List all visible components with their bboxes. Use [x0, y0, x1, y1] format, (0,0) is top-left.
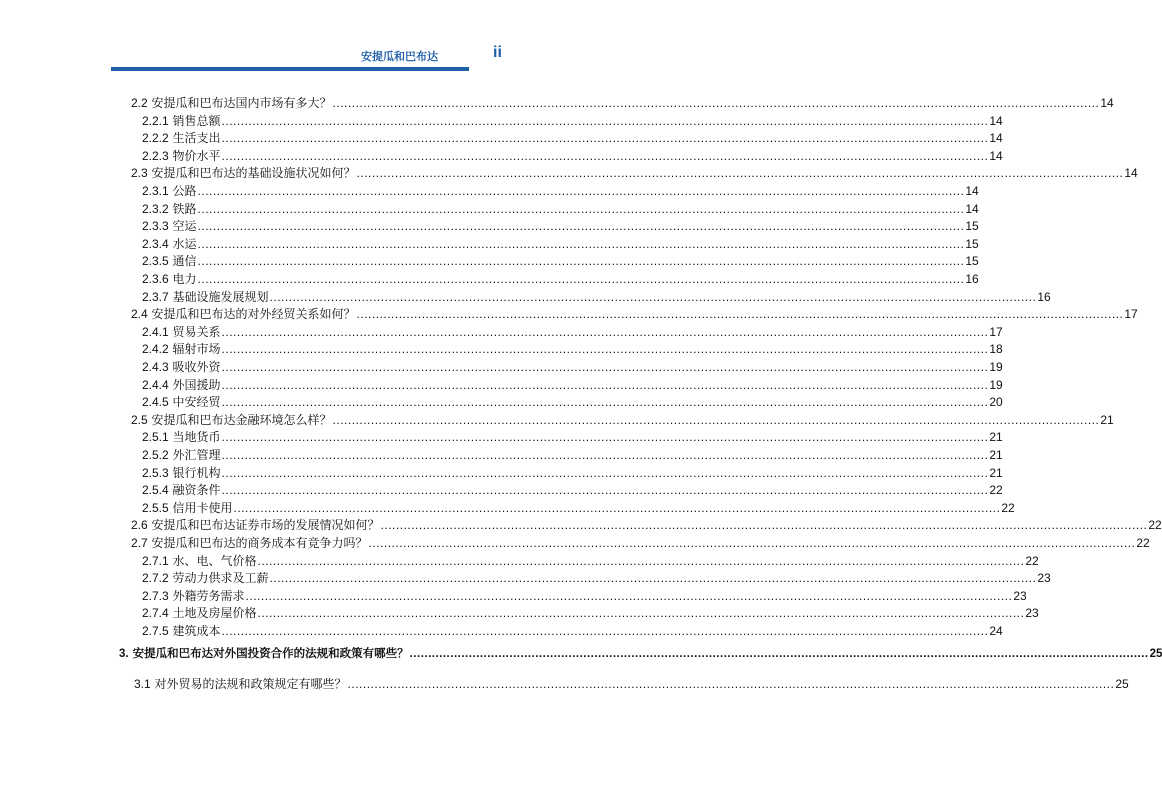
toc-entry-number: 2.4.1	[142, 324, 169, 339]
toc-entry-number: 3.	[119, 648, 129, 660]
toc-entry[interactable]	[142, 288, 1051, 305]
toc-entry-title: 电力	[172, 272, 197, 286]
toc-entry-page: 16	[965, 272, 979, 286]
toc-entry-label	[131, 413, 332, 428]
toc-entry-page: 23	[1025, 606, 1039, 621]
toc-leader-dots: ........................................................................................................................................................................................................	[368, 536, 1136, 550]
toc-entry-number: 2.3.3	[142, 219, 169, 234]
toc-entry-number: 2.4	[131, 307, 148, 322]
toc-entry-label	[131, 307, 356, 322]
toc-entry-title: 销售总额	[172, 113, 221, 128]
toc-entry-page: 14	[989, 131, 1003, 146]
toc-entry-page: 18	[989, 342, 1003, 357]
toc-entry-page: 14	[1124, 166, 1138, 181]
toc-entry-label	[134, 677, 347, 692]
toc-entry-page: 22	[1001, 500, 1015, 515]
toc-entry[interactable]	[142, 217, 979, 234]
toc-entry[interactable]	[142, 340, 1003, 357]
toc-entry-label	[131, 96, 332, 111]
toc-leader-dots: ........................................................................................................................................................................................................	[356, 166, 1124, 181]
toc-entry-number: 2.5.4	[142, 483, 169, 498]
toc-entry-number: 2.4.3	[142, 360, 169, 374]
toc-leader-dots: ........................................................................................................................................................................................................	[221, 377, 989, 392]
toc-entry-number: 2.3.6	[142, 272, 169, 286]
toc-entry-label	[142, 589, 245, 604]
toc-entry-number: 2.2.1	[142, 113, 169, 128]
toc-entry-label	[142, 254, 197, 269]
toc-entry-label	[131, 536, 368, 551]
toc-entry-label	[142, 237, 197, 252]
toc-entry-number: 2.3.5	[142, 254, 169, 269]
toc-entry-page: 22	[1136, 536, 1150, 550]
toc-entry-number: 2.4.2	[142, 342, 169, 357]
toc-entry-label	[142, 149, 221, 164]
toc-entry-page: 14	[1100, 96, 1114, 110]
toc-entry-title: 安提瓜和巴布达证券市场的发展情况如何？	[151, 518, 380, 533]
toc-entry-number: 2.5.3	[142, 465, 169, 480]
toc-entry-title: 外汇管理	[172, 448, 221, 462]
toc-entry-title: 公路	[172, 184, 197, 198]
toc-entry-page: 24	[989, 624, 1003, 638]
toc-leader-dots: ........................................................................................................................................................................................................	[221, 395, 989, 410]
toc-entry-page: 21	[989, 448, 1003, 462]
toc-entry[interactable]	[142, 235, 979, 252]
toc-entry-number: 2.4.4	[142, 377, 169, 392]
toc-entry-number: 2.3.2	[142, 201, 169, 216]
toc-entry-number: 2.3.7	[142, 289, 169, 304]
toc-entry-page: 14	[989, 148, 1003, 163]
toc-leader-dots: ........................................................................................................................................................................................................	[221, 448, 989, 462]
toc-leader-dots: ........................................................................................................................................................................................................	[269, 289, 1037, 304]
toc-entry[interactable]	[142, 112, 1003, 129]
toc-entry-label	[142, 342, 221, 357]
toc-entry-label	[142, 430, 221, 445]
toc-entry-label	[142, 378, 221, 393]
toc-entry[interactable]	[142, 252, 979, 269]
toc-entry-page: 22	[1148, 518, 1162, 533]
toc-entry[interactable]	[131, 516, 1162, 533]
toc-entry-label	[142, 184, 197, 199]
toc-entry[interactable]	[142, 428, 1003, 445]
toc-entry[interactable]	[142, 446, 1003, 463]
toc-entry-label	[142, 131, 221, 146]
toc-entry-title: 辐射市场	[172, 342, 221, 357]
toc-entry-title: 中安经贸	[172, 395, 221, 410]
toc-entry-title: 基础设施发展规划	[172, 289, 269, 304]
toc-entry-label	[142, 554, 257, 569]
toc-entry-title: 融资条件	[172, 483, 221, 498]
toc-entry-page: 15	[965, 236, 979, 251]
toc-entry-title: 外国援助	[172, 377, 221, 392]
toc-leader-dots: ........................................................................................................................................................................................................	[221, 148, 989, 163]
toc-leader-dots: ........................................................................................................................................................................................................	[221, 430, 989, 445]
toc-leader-dots: ........................................................................................................................................................................................................	[221, 360, 989, 374]
toc-leader-dots: ........................................................................................................................................................................................................	[409, 648, 1149, 660]
toc-entry[interactable]	[142, 393, 1003, 410]
toc-leader-dots: ........................................................................................................................................................................................................	[197, 219, 965, 234]
toc-entry-label	[142, 360, 221, 375]
toc-entry-label	[142, 501, 233, 516]
toc-entry-title: 安提瓜和巴布达对外国投资合作的法规和政策有哪些？	[132, 646, 409, 660]
toc-leader-dots: ........................................................................................................................................................................................................	[197, 254, 965, 269]
toc-entry-page: 15	[965, 219, 979, 234]
toc-entry-page: 19	[989, 360, 1003, 374]
toc-entry-number: 2.6	[131, 518, 148, 533]
toc-entry-label	[142, 448, 221, 463]
toc-entry[interactable]	[142, 499, 1015, 516]
toc-entry-number: 2.3.1	[142, 184, 169, 198]
toc-entry-label	[142, 114, 221, 129]
toc-entry-page: 21	[989, 430, 1003, 445]
toc-entry-page: 14	[965, 201, 979, 216]
toc-entry[interactable]	[142, 481, 1003, 498]
toc-entry-title: 安提瓜和巴布达的基础设施状况如何？	[151, 166, 356, 181]
toc-entry-title: 建筑成本	[172, 624, 221, 638]
toc-leader-dots: ........................................................................................................................................................................................................	[257, 606, 1025, 621]
toc-leader-dots: ........................................................................................................................................................................................................	[197, 184, 965, 198]
toc-entry-number: 3.1	[134, 677, 151, 691]
toc-entry-page: 17	[989, 324, 1003, 339]
toc-entry-title: 安提瓜和巴布达的对外经贸关系如何？	[151, 307, 356, 322]
toc-entry[interactable]	[142, 604, 1039, 621]
toc-entry-number: 2.7.4	[142, 606, 169, 621]
toc-entry-page: 25	[1149, 648, 1162, 660]
toc-entry-number: 2.2.2	[142, 131, 169, 146]
toc-entry-title: 当地货币	[172, 430, 221, 445]
toc-entry-number: 2.7.2	[142, 571, 169, 586]
toc-entry[interactable]	[142, 622, 1003, 639]
toc-entry-number: 2.4.5	[142, 395, 169, 410]
toc-entry[interactable]	[142, 464, 1003, 481]
toc-entry[interactable]	[142, 323, 1003, 340]
page-number: ii	[493, 44, 502, 61]
toc-entry-label	[131, 518, 380, 533]
toc-entry[interactable]	[142, 587, 1027, 604]
toc-entry[interactable]	[142, 552, 1039, 569]
toc-entry-title: 银行机构	[172, 465, 221, 480]
toc-entry-number: 2.3.4	[142, 236, 169, 251]
toc-entry-label	[142, 483, 221, 498]
toc-entry-page: 23	[1013, 588, 1027, 603]
toc-entry[interactable]	[142, 376, 1003, 393]
toc-leader-dots: ........................................................................................................................................................................................................	[332, 412, 1100, 427]
toc-leader-dots: ........................................................................................................................................................................................................	[269, 571, 1037, 586]
toc-leader-dots: ........................................................................................................................................................................................................	[332, 96, 1100, 110]
toc-entry-number: 2.7.1	[142, 553, 169, 568]
toc-entry-label	[142, 624, 221, 639]
toc-entry-label	[142, 272, 197, 287]
toc-leader-dots: ........................................................................................................................................................................................................	[197, 272, 965, 286]
toc-leader-dots: ........................................................................................................................................................................................................	[233, 500, 1001, 515]
toc-entry[interactable]	[134, 675, 1129, 692]
toc-entry-label	[131, 166, 356, 181]
toc-entry-title: 水、电、气价格	[172, 553, 257, 568]
running-header-title: 安提瓜和巴布达	[361, 50, 438, 63]
toc-entry-number: 2.5.2	[142, 448, 169, 462]
toc-entry[interactable]	[142, 270, 979, 287]
toc-entry[interactable]	[119, 645, 1162, 662]
toc-leader-dots: ........................................................................................................................................................................................................	[197, 201, 965, 216]
toc-entry-number: 2.5	[131, 412, 148, 427]
toc-entry[interactable]	[131, 164, 1138, 181]
toc-entry-number: 2.2.3	[142, 148, 169, 163]
toc-entry-number: 2.7	[131, 536, 148, 550]
toc-entry[interactable]	[131, 534, 1150, 551]
toc-entry-page: 14	[965, 184, 979, 198]
toc-entry-page: 19	[989, 377, 1003, 392]
toc-entry-number: 2.5.1	[142, 430, 169, 445]
toc-entry-number: 2.5.5	[142, 500, 169, 515]
toc-entry-title: 信用卡使用	[172, 500, 233, 515]
toc-entry-title: 通信	[172, 254, 197, 269]
toc-entry-number: 2.3	[131, 166, 148, 181]
toc-entry-page: 14	[989, 113, 1003, 128]
toc-entry-label	[142, 325, 221, 340]
toc-entry-title: 土地及房屋价格	[172, 606, 257, 621]
toc-leader-dots: ........................................................................................................................................................................................................	[257, 553, 1025, 568]
toc-entry-title: 水运	[172, 236, 197, 251]
toc-entry-title: 对外贸易的法规和政策规定有哪些？	[154, 677, 347, 691]
toc-entry[interactable]	[142, 358, 1003, 375]
toc-entry-title: 铁路	[172, 201, 197, 216]
toc-entry-page: 15	[965, 254, 979, 269]
toc-entry-label	[142, 606, 257, 621]
toc-entry[interactable]	[142, 200, 979, 217]
toc-entry-title: 贸易关系	[172, 324, 221, 339]
toc-entry-page: 21	[989, 465, 1003, 480]
toc-leader-dots: ........................................................................................................................................................................................................	[221, 342, 989, 357]
toc-entry-page: 22	[1025, 553, 1039, 568]
toc-entry-page: 25	[1115, 677, 1129, 691]
toc-leader-dots: ........................................................................................................................................................................................................	[197, 236, 965, 251]
toc-entry-label	[142, 219, 197, 234]
toc-entry-label	[142, 395, 221, 410]
toc-entry-label	[142, 202, 197, 217]
toc-entry-title: 安提瓜和巴布达国内市场有多大？	[151, 96, 332, 110]
toc-entry-label	[142, 571, 269, 586]
toc-leader-dots: ........................................................................................................................................................................................................	[221, 131, 989, 146]
toc-entry-page: 17	[1124, 307, 1138, 322]
toc-entry-title: 生活支出	[172, 131, 221, 146]
toc-entry-title: 安提瓜和巴布达的商务成本有竞争力吗？	[151, 536, 368, 550]
toc-leader-dots: ........................................................................................................................................................................................................	[221, 113, 989, 128]
toc-entry[interactable]	[142, 182, 979, 199]
toc-entry-title: 劳动力供求及工薪	[172, 571, 269, 586]
toc-entry-page: 22	[989, 483, 1003, 498]
toc-leader-dots: ........................................................................................................................................................................................................	[245, 588, 1013, 603]
toc-entry-page: 23	[1037, 571, 1051, 586]
toc-entry-page: 16	[1037, 289, 1051, 304]
toc-entry[interactable]	[142, 129, 1003, 146]
toc-entry[interactable]	[142, 147, 1003, 164]
toc-entry-title: 吸收外资	[172, 360, 221, 374]
toc-leader-dots: ........................................................................................................................................................................................................	[221, 483, 989, 498]
toc-entry-title: 物价水平	[172, 148, 221, 163]
toc-entry[interactable]	[131, 305, 1138, 322]
toc-leader-dots: ........................................................................................................................................................................................................	[347, 677, 1115, 691]
toc-leader-dots: ........................................................................................................................................................................................................	[356, 307, 1124, 322]
toc-entry-number: 2.7.5	[142, 624, 169, 638]
toc-entry-title: 外籍劳务需求	[172, 588, 245, 603]
toc-entry-label	[119, 646, 409, 662]
toc-entry-number: 2.2	[131, 96, 148, 110]
toc-entry-label	[142, 290, 269, 305]
toc-entry-page: 20	[989, 395, 1003, 410]
toc-leader-dots: ........................................................................................................................................................................................................	[221, 324, 989, 339]
toc-leader-dots: ........................................................................................................................................................................................................	[221, 465, 989, 480]
toc-entry[interactable]	[131, 94, 1114, 111]
toc-entry[interactable]	[142, 569, 1051, 586]
toc-leader-dots: ........................................................................................................................................................................................................	[380, 518, 1148, 533]
toc-entry-page: 21	[1100, 412, 1114, 427]
toc-entry-number: 2.7.3	[142, 588, 169, 603]
toc-entry-title: 空运	[172, 219, 197, 234]
toc-entry-title: 安提瓜和巴布达金融环境怎么样？	[151, 412, 332, 427]
toc-entry-label	[142, 466, 221, 481]
toc-entry[interactable]	[131, 411, 1114, 428]
toc-leader-dots: ........................................................................................................................................................................................................	[221, 624, 989, 638]
header-rule	[111, 67, 469, 71]
